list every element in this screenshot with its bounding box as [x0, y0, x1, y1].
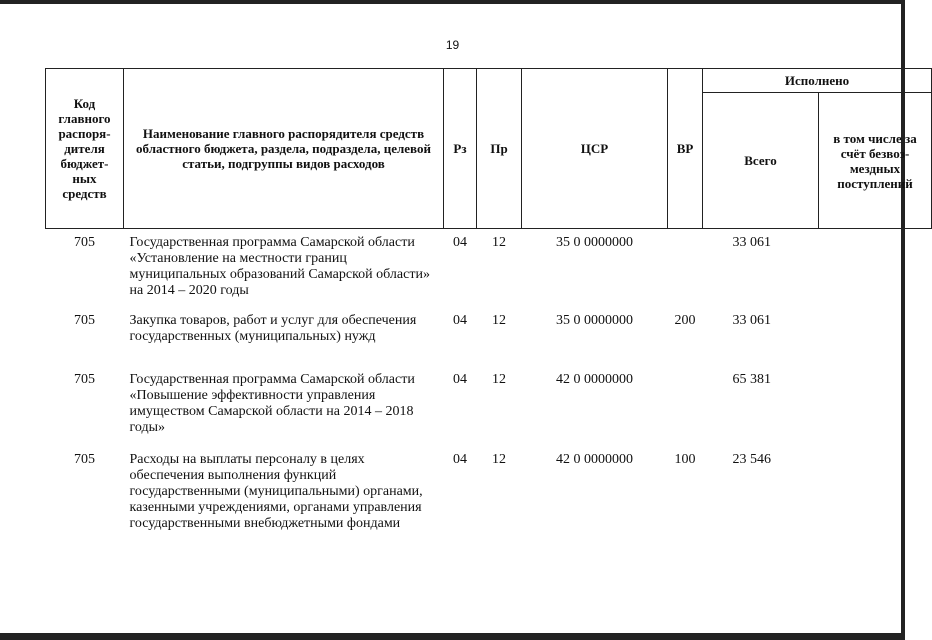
- cell-csr: 35 0 0000000: [556, 235, 633, 250]
- cell-incl-free: [819, 446, 932, 550]
- cell-rz: 04: [453, 371, 467, 387]
- cell-vr: [668, 229, 703, 307]
- cell-rz: 04: [453, 451, 467, 467]
- header-pr: Пр: [477, 69, 522, 229]
- budget-table: [45, 68, 932, 550]
- cell-pr: 12: [492, 451, 506, 467]
- header-csr: ЦСР: [522, 69, 668, 229]
- cell-rz: 04: [453, 235, 467, 250]
- table-row: [46, 307, 932, 366]
- table-row: [46, 366, 932, 446]
- cell-total: 65 381: [732, 371, 771, 387]
- table-body: [46, 229, 932, 550]
- cell-total: 23 546: [732, 451, 771, 467]
- cell-rz: 04: [453, 312, 467, 328]
- cell-code: 705: [74, 451, 95, 467]
- cell-name: Закупка товаров, работ и услуг для обеспечения государственных (муниципальных) нужд: [129, 312, 417, 344]
- header-incl-free: в том числе за счёт безвоз-мездных поступлений: [819, 93, 932, 229]
- cell-pr: 12: [492, 312, 506, 328]
- header-code: Код главного распоря-дителя бюджет-ных средств: [46, 69, 124, 229]
- header-rz: Рз: [444, 69, 477, 229]
- cell-total: 33 061: [732, 235, 771, 250]
- cell-csr: 42 0 0000000: [556, 371, 633, 387]
- cell-pr: 12: [492, 235, 506, 250]
- cell-pr: 12: [492, 371, 506, 387]
- cell-csr: 42 0 0000000: [556, 451, 633, 467]
- header-total: Всего: [703, 93, 819, 229]
- cell-vr: 100: [674, 451, 696, 467]
- page-border-bottom: [0, 633, 905, 640]
- cell-code: 705: [74, 235, 95, 250]
- page-number: 19: [445, 38, 460, 52]
- header-name: Наименование главного распорядителя средств областного бюджета, раздела, подраздела, целевой статьи, подгруппы видов расходов: [124, 69, 444, 229]
- cell-name: Государственная программа Самарской области «Повышение эффективности управления имуществом Самарской области на 2014 – 2018 годы»: [129, 371, 415, 435]
- cell-name: Государственная программа Самарской области «Установление на местности границ муниципальных образований Самарской области» на 2014 – 2020 годы: [129, 235, 430, 298]
- header-vr: ВР: [668, 69, 703, 229]
- cell-code: 705: [74, 312, 95, 328]
- table-row: [46, 446, 932, 550]
- table-header: [46, 69, 932, 229]
- cell-incl-free: [819, 307, 932, 366]
- cell-code: 705: [74, 371, 95, 387]
- cell-incl-free: [819, 366, 932, 446]
- cell-vr: 200: [674, 312, 696, 328]
- cell-csr: 35 0 0000000: [556, 312, 633, 328]
- page-border-top: [0, 0, 905, 4]
- cell-total: 33 061: [732, 312, 771, 328]
- cell-vr: [668, 366, 703, 446]
- header-executed: Исполнено: [703, 69, 932, 93]
- cell-incl-free: [819, 229, 932, 307]
- cell-name: Расходы на выплаты персоналу в целях обеспечения выполнения функций государственными (муниципальными) органами, казенными учреждениями, органами управления государственными внебюджетными фондами: [129, 451, 423, 531]
- table-row: [46, 229, 932, 307]
